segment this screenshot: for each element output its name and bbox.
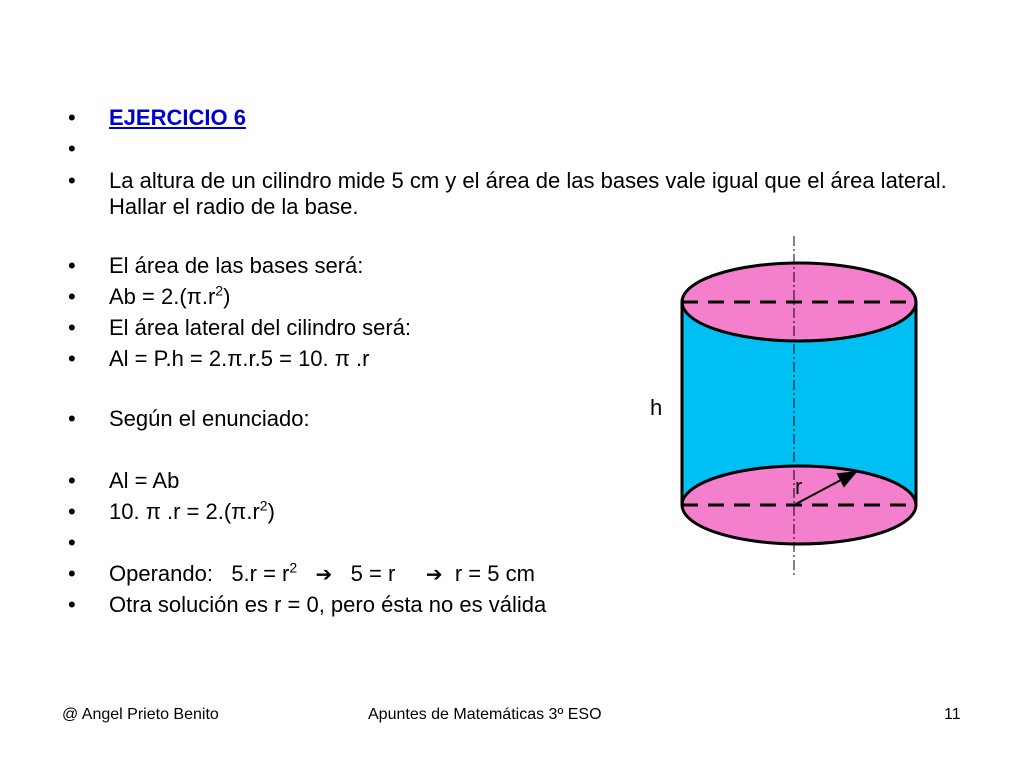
according-statement: Según el enunciado:	[109, 406, 310, 431]
equation-close: )	[267, 499, 275, 524]
operating-step-3: r = 5 cm	[454, 561, 535, 586]
ab-formula-exponent: 2	[215, 282, 224, 299]
footer-author: @ Angel Prieto Benito	[62, 706, 219, 723]
arrow-icon: ➔	[425, 564, 443, 586]
operating-line	[109, 561, 535, 588]
problem-statement: La altura de un cilindro mide 5 cm y el área de las bases vale igual que el área lateral. Hallar el radio de la base.	[109, 168, 947, 219]
radius-label: r	[795, 474, 803, 499]
bullet-glyph: •	[68, 168, 76, 193]
bases-area-intro: El área de las bases será:	[109, 253, 364, 278]
cylinder-figure	[640, 230, 940, 590]
equation	[109, 499, 275, 525]
footer-course: Apuntes de Matemáticas 3º ESO	[368, 706, 602, 723]
footer-page-number: 11	[944, 706, 961, 723]
arrow-icon: ➔	[315, 564, 333, 586]
bullet-glyph: •	[68, 530, 76, 555]
bullet-glyph: •	[68, 561, 76, 586]
equation-exponent: 2	[259, 497, 268, 514]
bullet-glyph: •	[68, 499, 76, 524]
cylinder-svg	[640, 230, 940, 590]
exercise-heading: EJERCICIO 6	[109, 105, 246, 130]
al-formula: Al = P.h = 2.π.r.5 = 10. π .r	[109, 346, 370, 371]
bullet-glyph: •	[68, 406, 76, 431]
other-solution: Otra solución es r = 0, pero ésta no es válida	[109, 592, 547, 617]
bullet-glyph: •	[68, 284, 76, 309]
bullet-glyph: •	[68, 468, 76, 493]
operating-step-1: 5.r = r	[231, 561, 290, 586]
operating-label: Operando:	[109, 561, 213, 586]
bullet-glyph: •	[68, 315, 76, 340]
bullet-glyph: •	[68, 105, 76, 130]
equation-part: 10. π .r = 2.(π.r	[109, 499, 260, 524]
bullet-glyph: •	[68, 592, 76, 617]
bullet-glyph: •	[68, 346, 76, 371]
height-label: h	[650, 395, 663, 420]
ab-formula-close: )	[223, 284, 231, 309]
operating-step-2: 5 = r	[350, 561, 396, 586]
bullet-glyph: •	[68, 253, 76, 278]
operating-step-1-exponent: 2	[289, 559, 298, 576]
lateral-area-intro: El área lateral del cilindro será:	[109, 315, 412, 340]
ab-formula	[109, 284, 230, 310]
al-equals-ab: Al = Ab	[109, 468, 180, 493]
ab-formula-part: Ab = 2.(π.r	[109, 284, 216, 309]
bullet-glyph: •	[68, 136, 76, 161]
